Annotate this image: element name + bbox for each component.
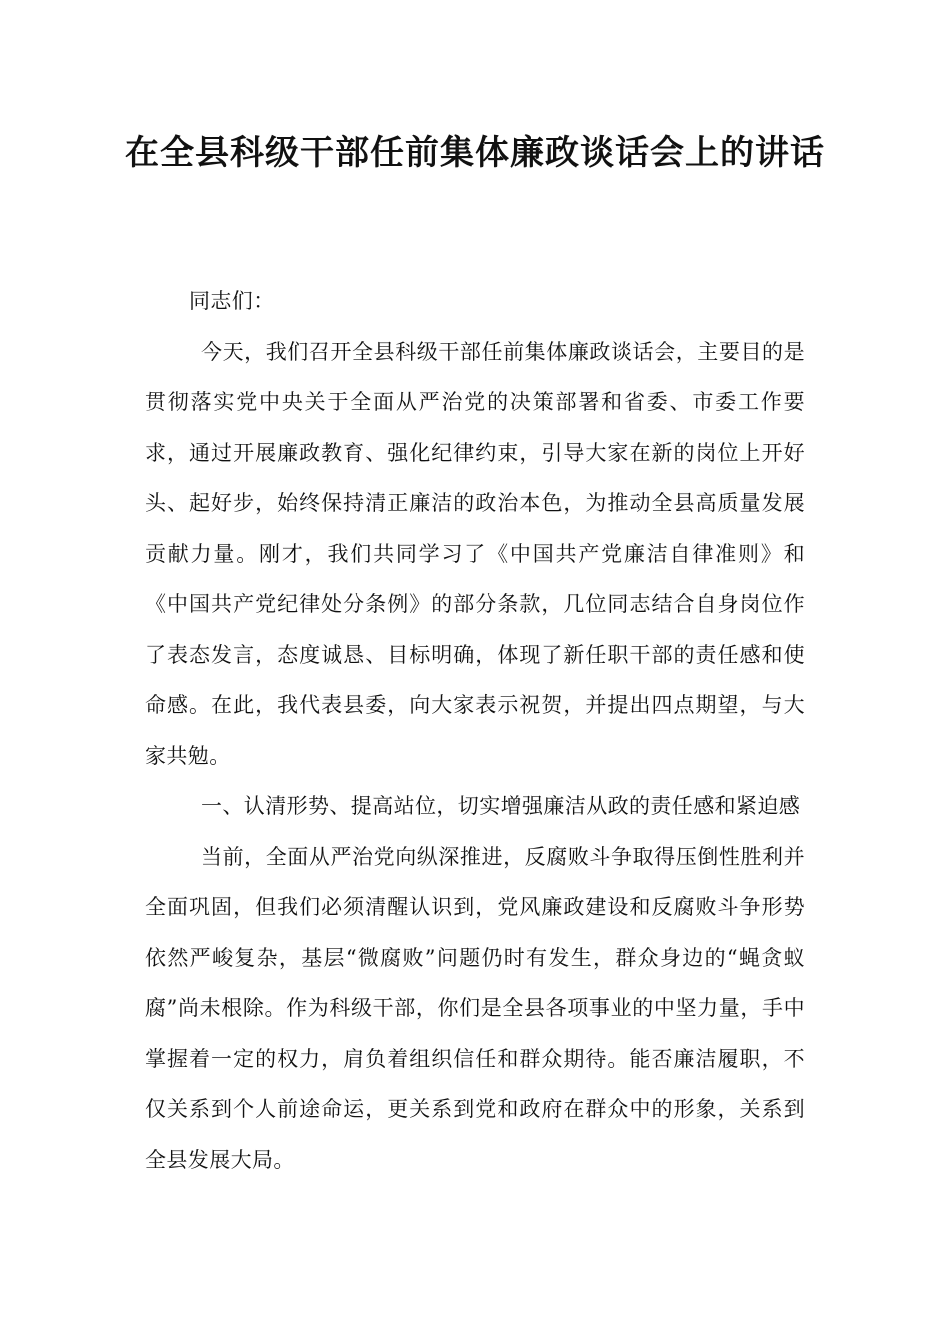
- paragraph-section-1: 当前，全面从严治党向纵深推进，反腐败斗争取得压倒性胜利并全面巩固，但我们必须清醒认识到，党风廉政建设和反腐败斗争形势依然严峻复杂，基层“微腐败”问题仍时有发生，群众身边的“蝇贪蚁腐”尚未根除。作为科级干部，你们是全县各项事业的中坚力量，手中掌握着一定的权力，肩负着组织信任和群众期待。能否廉洁履职，不仅关系到个人前途命运，更关系到党和政府在群众中的形象，关系到全县发展大局。: [145, 844, 805, 1172]
- salutation: 同志们：: [189, 289, 275, 313]
- paragraph-intro: 今天，我们召开全县科级干部任前集体廉政谈话会，主要目的是贯彻落实党中央关于全面从严治党的决策部署和省委、市委工作要求，通过开展廉政教育、强化纪律约束，引导大家在新的岗位上开好头、起好步，始终保持清正廉洁的政治本色，为推动全县高质量发展贡献力量。刚才，我们共同学习了《中国共产党廉洁自律准则》和《中国共产党纪律处分条例》的部分条款，几位同志结合自身岗位作了表态发言，态度诚恳、目标明确，体现了新任职干部的责任感和使命感。在此，我代表县委，向大家表示祝贺，并提出四点期望，与大家共勉。: [145, 339, 805, 768]
- document-title: 在全县科级干部任前集体廉政谈话会上的讲话: [125, 133, 825, 173]
- section-heading-1: 一、认清形势、提高站位，切实增强廉洁从政的责任感和紧迫感: [201, 794, 801, 818]
- document-body: [145, 276, 805, 1185]
